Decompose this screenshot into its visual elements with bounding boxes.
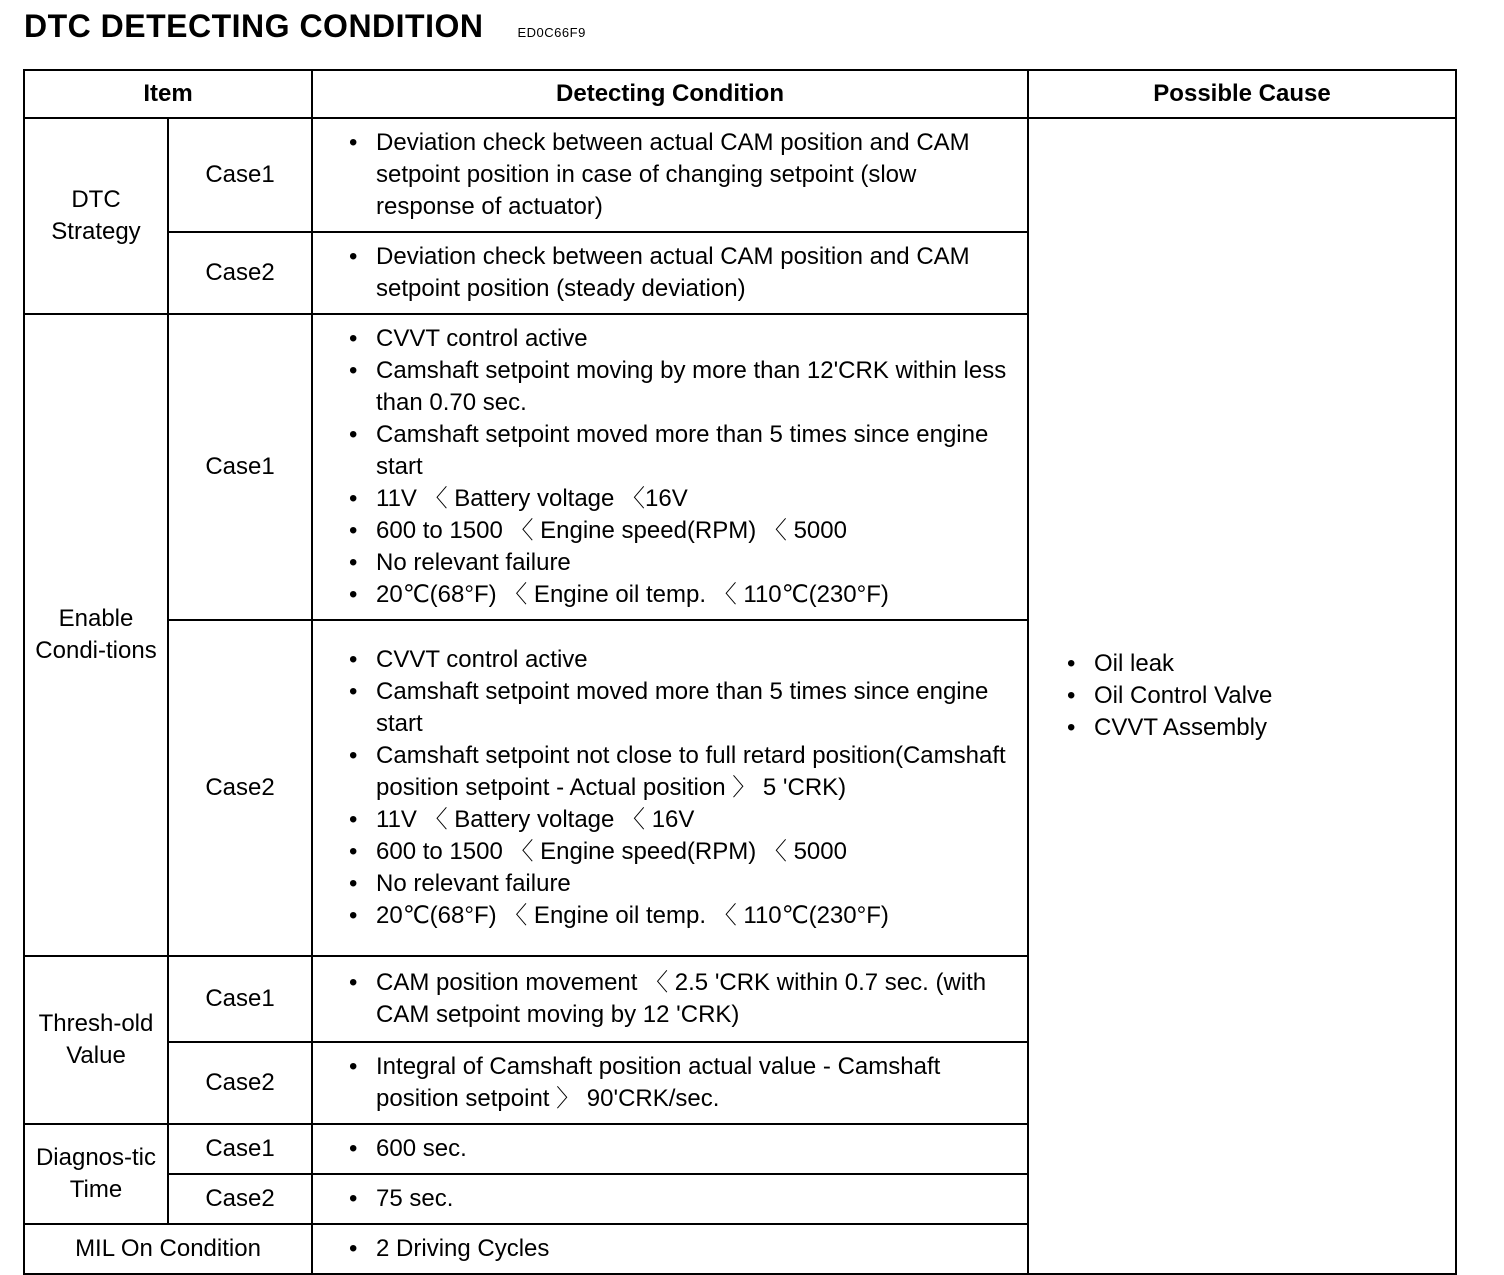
list-item: • Camshaft setpoint moving by more than 12'CRK within less than 0.70 sec. <box>349 355 1015 419</box>
list-item: • 600 to 1500 〈 Engine speed(RPM) 〈 5000 <box>349 836 1015 868</box>
condition-cell <box>312 956 1028 1042</box>
list-item: • 20℃(68°F) 〈 Engine oil temp. 〈 110℃(230°F) <box>349 579 1015 611</box>
list-item: • Deviation check between actual CAM position and CAM setpoint position (steady deviation) <box>349 241 1015 305</box>
list-item: • 11V 〈 Battery voltage 〈 16V <box>349 804 1015 836</box>
list-item: • Deviation check between actual CAM position and CAM setpoint position in case of changing setpoint (slow response of actuator) <box>349 127 1015 223</box>
case-label: Case2 <box>168 1042 312 1124</box>
table-header-row <box>24 70 1456 118</box>
list-item: • 600 sec. <box>349 1133 1015 1165</box>
list-item: • 75 sec. <box>349 1183 1015 1215</box>
list-item: • 20℃(68°F) 〈 Engine oil temp. 〈 110℃(230°F) <box>349 900 1015 932</box>
list-item: • Camshaft setpoint not close to full retard position(Camshaft position setpoint - Actual position 〉 5 'CRK) <box>349 740 1015 804</box>
condition-cell <box>312 118 1028 232</box>
dtc-condition-table <box>23 69 1457 1275</box>
list-item: • CVVT Assembly <box>1067 712 1455 744</box>
condition-cell <box>312 1124 1028 1174</box>
list-item: • 2 Driving Cycles <box>349 1233 1015 1265</box>
page-title: DTC DETECTING CONDITION <box>24 8 484 44</box>
case-label: Case2 <box>168 1174 312 1224</box>
list-item: • CVVT control active <box>349 323 1015 355</box>
table-row <box>24 118 1456 232</box>
enable-conditions-label: Enable Condi-tions <box>24 314 168 956</box>
condition-cell <box>312 314 1028 620</box>
header-possible-cause: Possible Cause <box>1028 70 1456 118</box>
case-label: Case1 <box>168 118 312 232</box>
condition-cell <box>312 1224 1028 1274</box>
list-item: • Oil leak <box>1067 648 1455 680</box>
list-item: • Camshaft setpoint moved more than 5 times since engine start <box>349 419 1015 483</box>
list-item: • CAM position movement 〈 2.5 'CRK within 0.7 sec. (with CAM setpoint moving by 12 'CRK) <box>349 967 1015 1031</box>
dtc-strategy-label: DTC Strategy <box>24 118 168 314</box>
page-title-row <box>24 8 586 48</box>
possible-cause-cell <box>1028 118 1456 1274</box>
list-item: • No relevant failure <box>349 547 1015 579</box>
condition-cell <box>312 620 1028 956</box>
case-label: Case1 <box>168 956 312 1042</box>
header-detecting-condition: Detecting Condition <box>312 70 1028 118</box>
list-item: • 11V 〈 Battery voltage 〈16V <box>349 483 1015 515</box>
condition-cell <box>312 1042 1028 1124</box>
condition-cell <box>312 1174 1028 1224</box>
threshold-value-label: Thresh-old Value <box>24 956 168 1124</box>
case-label: Case2 <box>168 620 312 956</box>
case-label: Case1 <box>168 314 312 620</box>
header-item: Item <box>24 70 312 118</box>
list-item: • 600 to 1500 〈 Engine speed(RPM) 〈 5000 <box>349 515 1015 547</box>
list-item: • Camshaft setpoint moved more than 5 times since engine start <box>349 676 1015 740</box>
list-item: • Integral of Camshaft position actual value - Camshaft position setpoint 〉 90'CRK/sec. <box>349 1051 1015 1115</box>
document-code: ED0C66F9 <box>517 25 586 40</box>
case-label: Case2 <box>168 232 312 314</box>
list-item: • Oil Control Valve <box>1067 680 1455 712</box>
list-item: • CVVT control active <box>349 644 1015 676</box>
mil-on-condition-label: MIL On Condition <box>24 1224 312 1274</box>
condition-cell <box>312 232 1028 314</box>
list-item: • No relevant failure <box>349 868 1015 900</box>
diagnostic-time-label: Diagnos-tic Time <box>24 1124 168 1224</box>
case-label: Case1 <box>168 1124 312 1174</box>
